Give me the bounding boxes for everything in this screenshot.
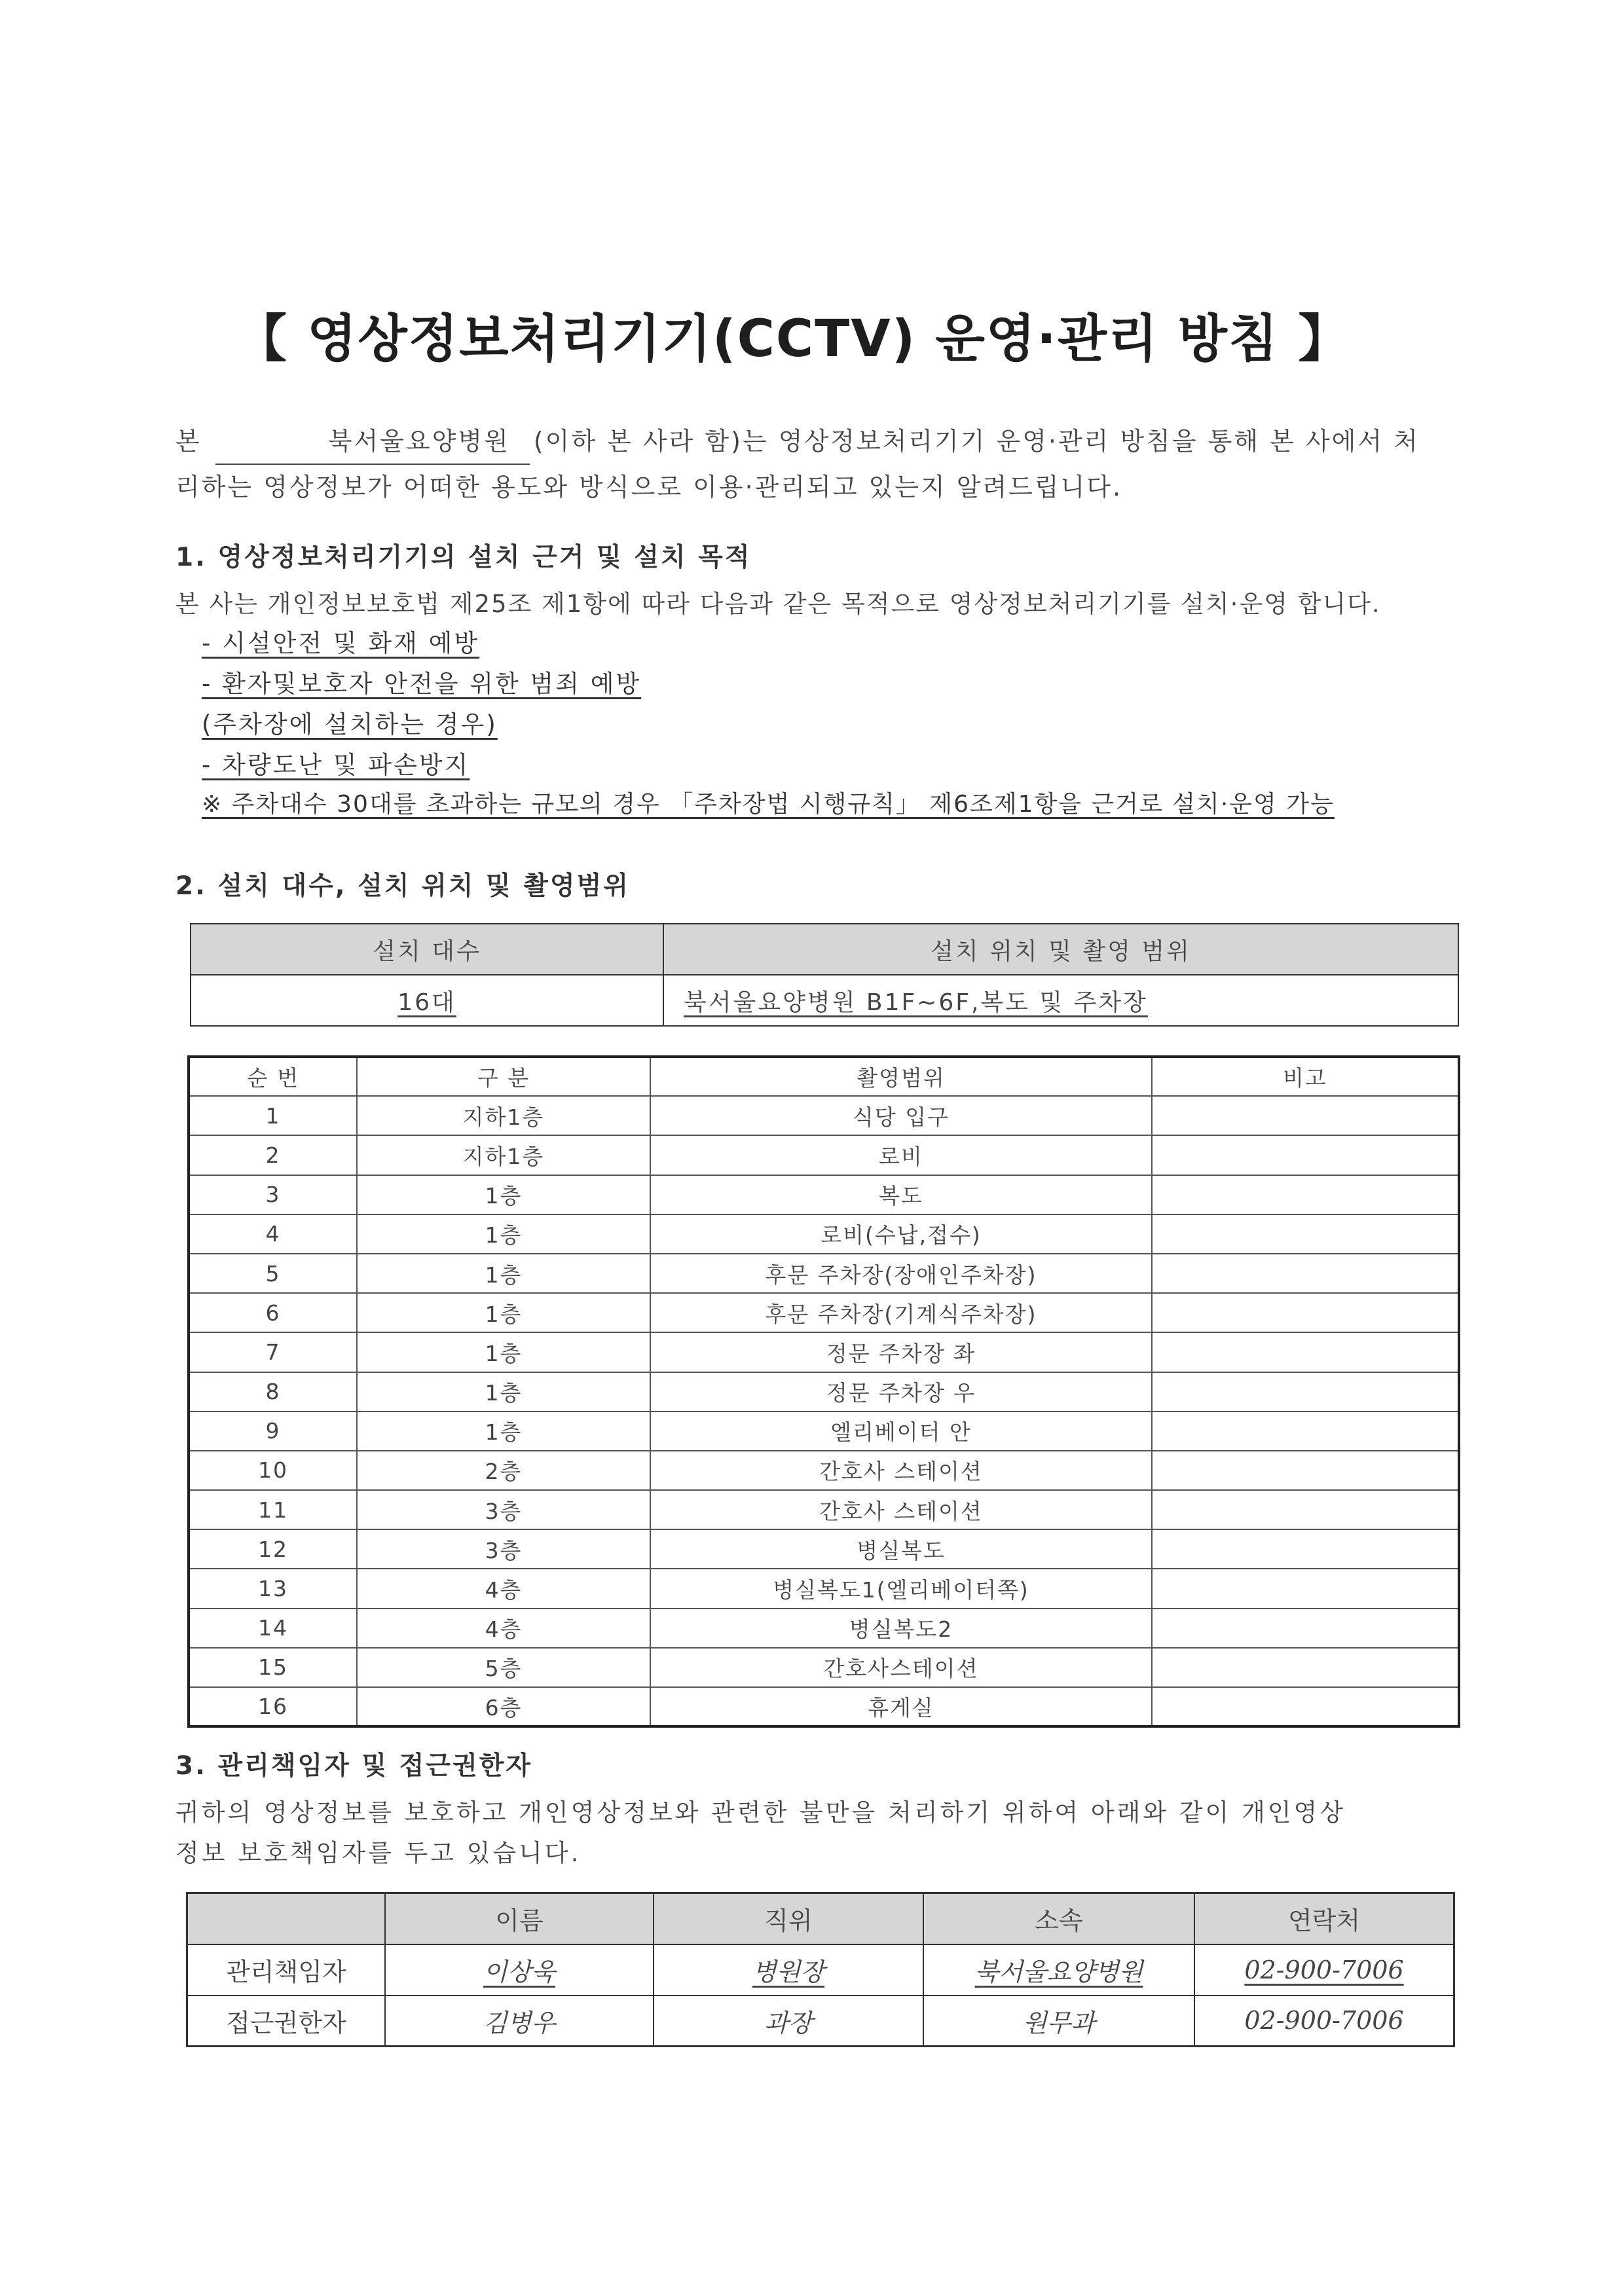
mgr-role: 관리책임자 (187, 1944, 386, 1995)
camera-range: 엘리베이터 안 (650, 1412, 1152, 1451)
camera-floor: 2층 (357, 1451, 650, 1490)
camera-note (1152, 1648, 1459, 1687)
camera-row (189, 1332, 1459, 1372)
mgr-header-blank (187, 1893, 386, 1944)
camera-table-body (189, 1096, 1459, 1726)
col-header-number: 순 번 (189, 1057, 357, 1096)
camera-row (189, 1609, 1459, 1648)
summary-value-row (191, 975, 1458, 1026)
camera-floor: 1층 (357, 1175, 650, 1214)
mgr-contact: 02-900-7006 (1194, 1944, 1454, 1995)
camera-number: 9 (189, 1412, 357, 1451)
parking-law-note: ※ 주차대수 30대를 초과하는 규모의 경우 「주차장법 시행규칙」 제6조제1항을 근거로 설치·운영 가능 (202, 791, 1335, 818)
camera-note (1152, 1609, 1459, 1648)
camera-number: 3 (189, 1175, 357, 1214)
camera-number: 15 (189, 1648, 357, 1687)
mgr-affiliation: 북서울요양병원 (923, 1944, 1194, 1995)
col-header-range: 촬영범위 (650, 1057, 1152, 1096)
purpose-item: - 시설안전 및 화재 예방 (202, 629, 480, 657)
camera-floor: 1층 (357, 1293, 650, 1332)
camera-number: 13 (189, 1569, 357, 1608)
camera-row (189, 1451, 1459, 1490)
camera-note (1152, 1569, 1459, 1608)
col-header-category: 구 분 (357, 1057, 650, 1096)
camera-range: 로비 (650, 1135, 1152, 1175)
camera-row (189, 1096, 1459, 1135)
intro-paragraph (175, 419, 1479, 509)
mgr-contact: 02-900-7006 (1194, 1995, 1454, 2047)
col-header-note: 비고 (1152, 1057, 1459, 1096)
summary-header-row (191, 924, 1458, 975)
camera-range: 휴게실 (650, 1687, 1152, 1726)
section3-text-line2: 정보 보호책임자를 두고 있습니다. (175, 1839, 581, 1867)
camera-floor: 1층 (357, 1214, 650, 1254)
camera-row (189, 1529, 1459, 1569)
manager-row (187, 1995, 1454, 2047)
mgr-header-contact: 연락처 (1194, 1893, 1454, 1944)
camera-floor: 1층 (357, 1254, 650, 1293)
camera-floor: 1층 (357, 1332, 650, 1372)
camera-number: 12 (189, 1529, 357, 1569)
camera-row (189, 1214, 1459, 1254)
camera-number: 4 (189, 1214, 357, 1254)
camera-range: 병실복도2 (650, 1609, 1152, 1648)
summary-header-location: 설치 위치 및 촬영 범위 (663, 924, 1458, 975)
camera-note (1152, 1214, 1459, 1254)
section1-text: 본 사는 개인정보보호법 제25조 제1항에 따라 다음과 같은 목적으로 영상정보처리기기를 설치·운영 합니다. (175, 590, 1381, 618)
camera-row (189, 1293, 1459, 1332)
intro-line-1 (175, 419, 1479, 465)
camera-row (189, 1175, 1459, 1214)
camera-floor: 3층 (357, 1490, 650, 1529)
camera-range: 간호사스테이션 (650, 1648, 1152, 1687)
camera-row (189, 1412, 1459, 1451)
summary-location: 북서울요양병원 B1F~6F,복도 및 주차장 (663, 975, 1458, 1026)
camera-note (1152, 1175, 1459, 1214)
camera-number: 1 (189, 1096, 357, 1135)
purpose-item: - 환자및보호자 안전을 위한 범죄 예방 (202, 670, 642, 698)
section2-heading: 2. 설치 대수, 설치 위치 및 촬영범위 (175, 871, 630, 901)
camera-floor: 4층 (357, 1609, 650, 1648)
mgr-position: 과장 (654, 1995, 923, 2047)
camera-row (189, 1569, 1459, 1608)
section3-text-line1: 귀하의 영상정보를 보호하고 개인영상정보와 관련한 불만을 처리하기 위하여 아래와 같이 개인영상 (175, 1798, 1346, 1827)
camera-floor: 1층 (357, 1412, 650, 1451)
purpose-item: (주차장에 설치하는 경우) (202, 710, 498, 738)
manager-row (187, 1944, 1454, 1995)
installation-summary-table (190, 923, 1459, 1027)
camera-floor: 3층 (357, 1529, 650, 1569)
camera-number: 10 (189, 1451, 357, 1490)
camera-list-table (187, 1055, 1460, 1728)
camera-range: 병실복도 (650, 1529, 1152, 1569)
manager-table-header (187, 1893, 1454, 1944)
mgr-header-position: 직위 (654, 1893, 923, 1944)
camera-row (189, 1372, 1459, 1412)
camera-range: 병실복도1(엘리베이터쪽) (650, 1569, 1152, 1608)
camera-note (1152, 1529, 1459, 1569)
camera-range: 복도 (650, 1175, 1152, 1214)
camera-note (1152, 1096, 1459, 1135)
intro-line1-rest: (이하 본 사라 함)는 영상정보처리기기 운영·관리 방침을 통해 본 사에서 처 (533, 427, 1420, 456)
camera-number: 8 (189, 1372, 357, 1412)
camera-range: 간호사 스테이션 (650, 1451, 1152, 1490)
camera-number: 14 (189, 1609, 357, 1648)
camera-note (1152, 1490, 1459, 1529)
camera-range: 후문 주차장(장애인주차장) (650, 1254, 1152, 1293)
camera-row (189, 1687, 1459, 1726)
camera-number: 5 (189, 1254, 357, 1293)
section3-heading: 3. 관리책임자 및 접근권한자 (175, 1751, 533, 1781)
camera-row (189, 1254, 1459, 1293)
mgr-header-affiliation: 소속 (923, 1893, 1194, 1944)
camera-row (189, 1490, 1459, 1529)
camera-number: 16 (189, 1687, 357, 1726)
camera-note (1152, 1372, 1459, 1412)
camera-note (1152, 1254, 1459, 1293)
camera-floor: 4층 (357, 1569, 650, 1608)
camera-note (1152, 1332, 1459, 1372)
camera-number: 7 (189, 1332, 357, 1372)
camera-range: 정문 주차장 우 (650, 1372, 1152, 1412)
camera-range: 간호사 스테이션 (650, 1490, 1152, 1529)
camera-range: 식당 입구 (650, 1096, 1152, 1135)
camera-number: 11 (189, 1490, 357, 1529)
mgr-affiliation: 원무과 (923, 1995, 1194, 2047)
mgr-position: 병원장 (654, 1944, 923, 1995)
camera-floor: 6층 (357, 1687, 650, 1726)
camera-floor: 지하1층 (357, 1135, 650, 1175)
intro-line-2: 리하는 영상정보가 어떠한 용도와 방식으로 이용·관리되고 있는지 알려드립니다. (175, 473, 1123, 501)
summary-header-count: 설치 대수 (191, 924, 663, 975)
camera-row (189, 1135, 1459, 1175)
camera-row (189, 1648, 1459, 1687)
camera-number: 2 (189, 1135, 357, 1175)
intro-org-name: 북서울요양병원 (215, 419, 530, 465)
camera-floor: 5층 (357, 1648, 650, 1687)
mgr-name: 김병우 (385, 1995, 654, 2047)
page-title: 【 영상정보처리기기(CCTV) 운영·관리 방침 】 (236, 310, 1351, 369)
camera-floor: 1층 (357, 1372, 650, 1412)
camera-note (1152, 1451, 1459, 1490)
mgr-role: 접근권한자 (187, 1995, 386, 2047)
summary-count: 16대 (191, 975, 663, 1026)
section1-heading: 1. 영상정보처리기기의 설치 근거 및 설치 목적 (175, 543, 752, 572)
camera-note (1152, 1293, 1459, 1332)
camera-note (1152, 1687, 1459, 1726)
camera-number: 6 (189, 1293, 357, 1332)
purpose-item: - 차량도난 및 파손방지 (202, 751, 470, 779)
camera-table-header (189, 1057, 1459, 1096)
camera-note (1152, 1135, 1459, 1175)
intro-prefix: 본 (175, 427, 202, 456)
mgr-header-name: 이름 (385, 1893, 654, 1944)
camera-range: 로비(수납,접수) (650, 1214, 1152, 1254)
mgr-name: 이상욱 (385, 1944, 654, 1995)
camera-range: 후문 주차장(기계식주차장) (650, 1293, 1152, 1332)
manager-table (186, 1892, 1455, 2047)
camera-range: 정문 주차장 좌 (650, 1332, 1152, 1372)
camera-note (1152, 1412, 1459, 1451)
camera-floor: 지하1층 (357, 1096, 650, 1135)
